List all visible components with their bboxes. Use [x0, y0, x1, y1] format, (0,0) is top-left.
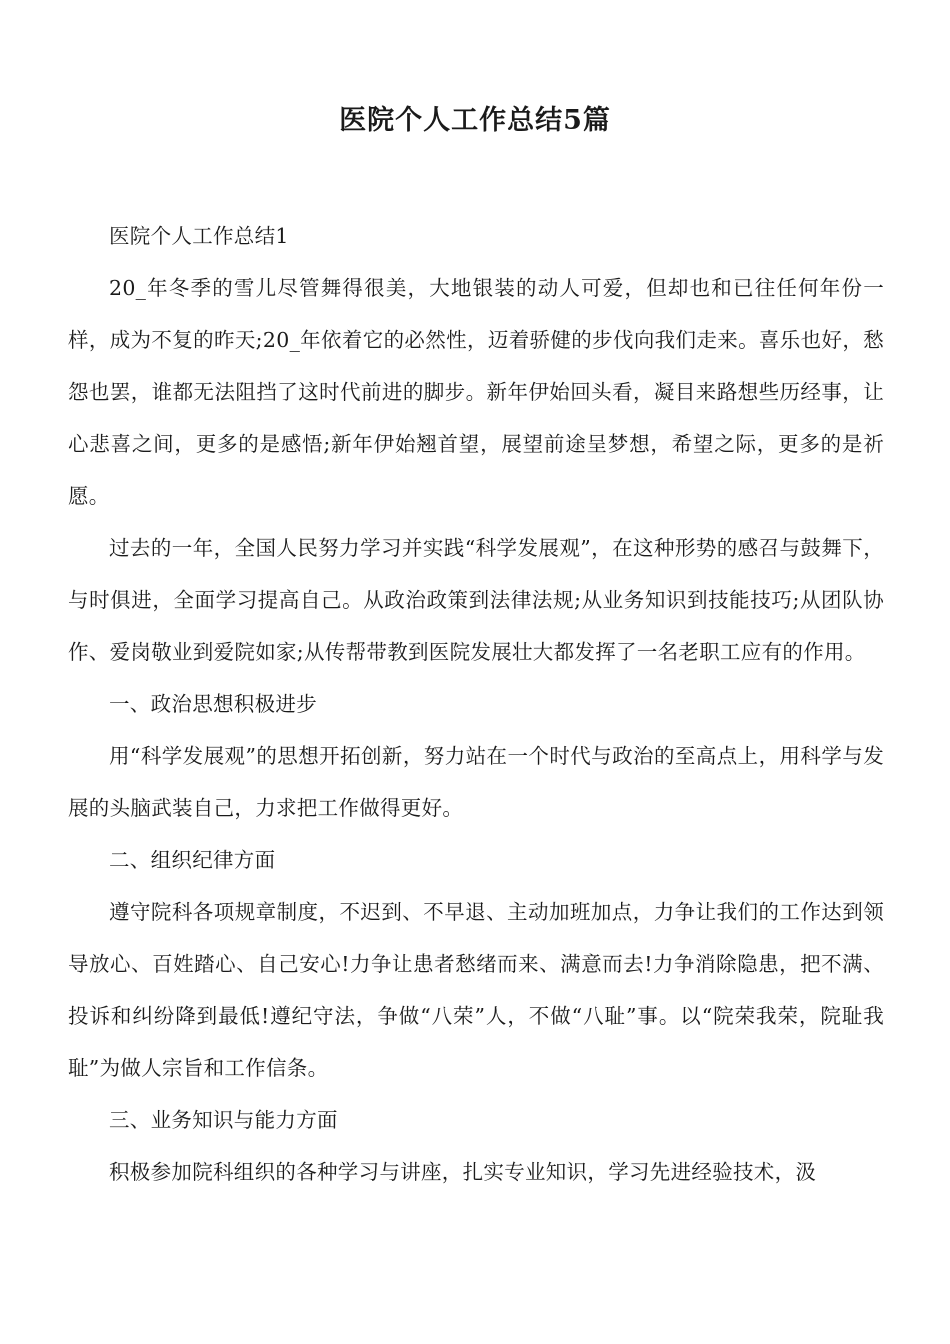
body-paragraph: 过去的一年，全国人民努力学习并实践“科学发展观”，在这种形势的感召与鼓舞下，与时俱进，全面学习提高自己。从政治政策到法律法规;从业务知识到技能技巧;从团队协作、爱岗敬业到爱院如家;从传帮带教到医院发展壮大都发挥了一名老职工应有的作用。	[68, 536, 884, 664]
document-body	[68, 210, 884, 1198]
document-title: 医院个人工作总结5篇	[339, 105, 611, 136]
body-paragraph: 用“科学发展观”的思想开拓创新，努力站在一个时代与政治的至高点上，用科学与发展的头脑武装自己，力求把工作做得更好。	[68, 744, 884, 820]
body-paragraph: 积极参加院科组织的各种学习与讲座，扎实专业知识，学习先进经验技术，汲	[109, 1160, 817, 1184]
section-heading: 一、政治思想积极进步	[109, 692, 317, 716]
subtitle-paragraph: 医院个人工作总结1	[109, 224, 289, 248]
section-heading: 三、业务知识与能力方面	[109, 1108, 338, 1132]
body-paragraph: 遵守院科各项规章制度，不迟到、不早退、主动加班加点，力争让我们的工作达到领导放心、百姓踏心、自己安心!力争让患者愁绪而来、满意而去!力争消除隐患，把不满、投诉和纠纷降到最低!遵纪守法，争做“八荣”人，不做“八耻”事。以“院荣我荣，院耻我耻”为做人宗旨和工作信条。	[68, 900, 884, 1080]
body-paragraph: 20_年冬季的雪儿尽管舞得很美，大地银装的动人可爱，但却也和已往任何年份一样，成为不复的昨天;20_年依着它的必然性，迈着骄健的步伐向我们走来。喜乐也好，愁怨也罢，谁都无法阻挡了这时代前进的脚步。新年伊始回头看，凝目来路想些历经事，让心悲喜之间，更多的是感悟;新年伊始翘首望，展望前途呈梦想，希望之际，更多的是祈愿。	[68, 276, 884, 508]
section-heading: 二、组织纪律方面	[109, 848, 276, 872]
